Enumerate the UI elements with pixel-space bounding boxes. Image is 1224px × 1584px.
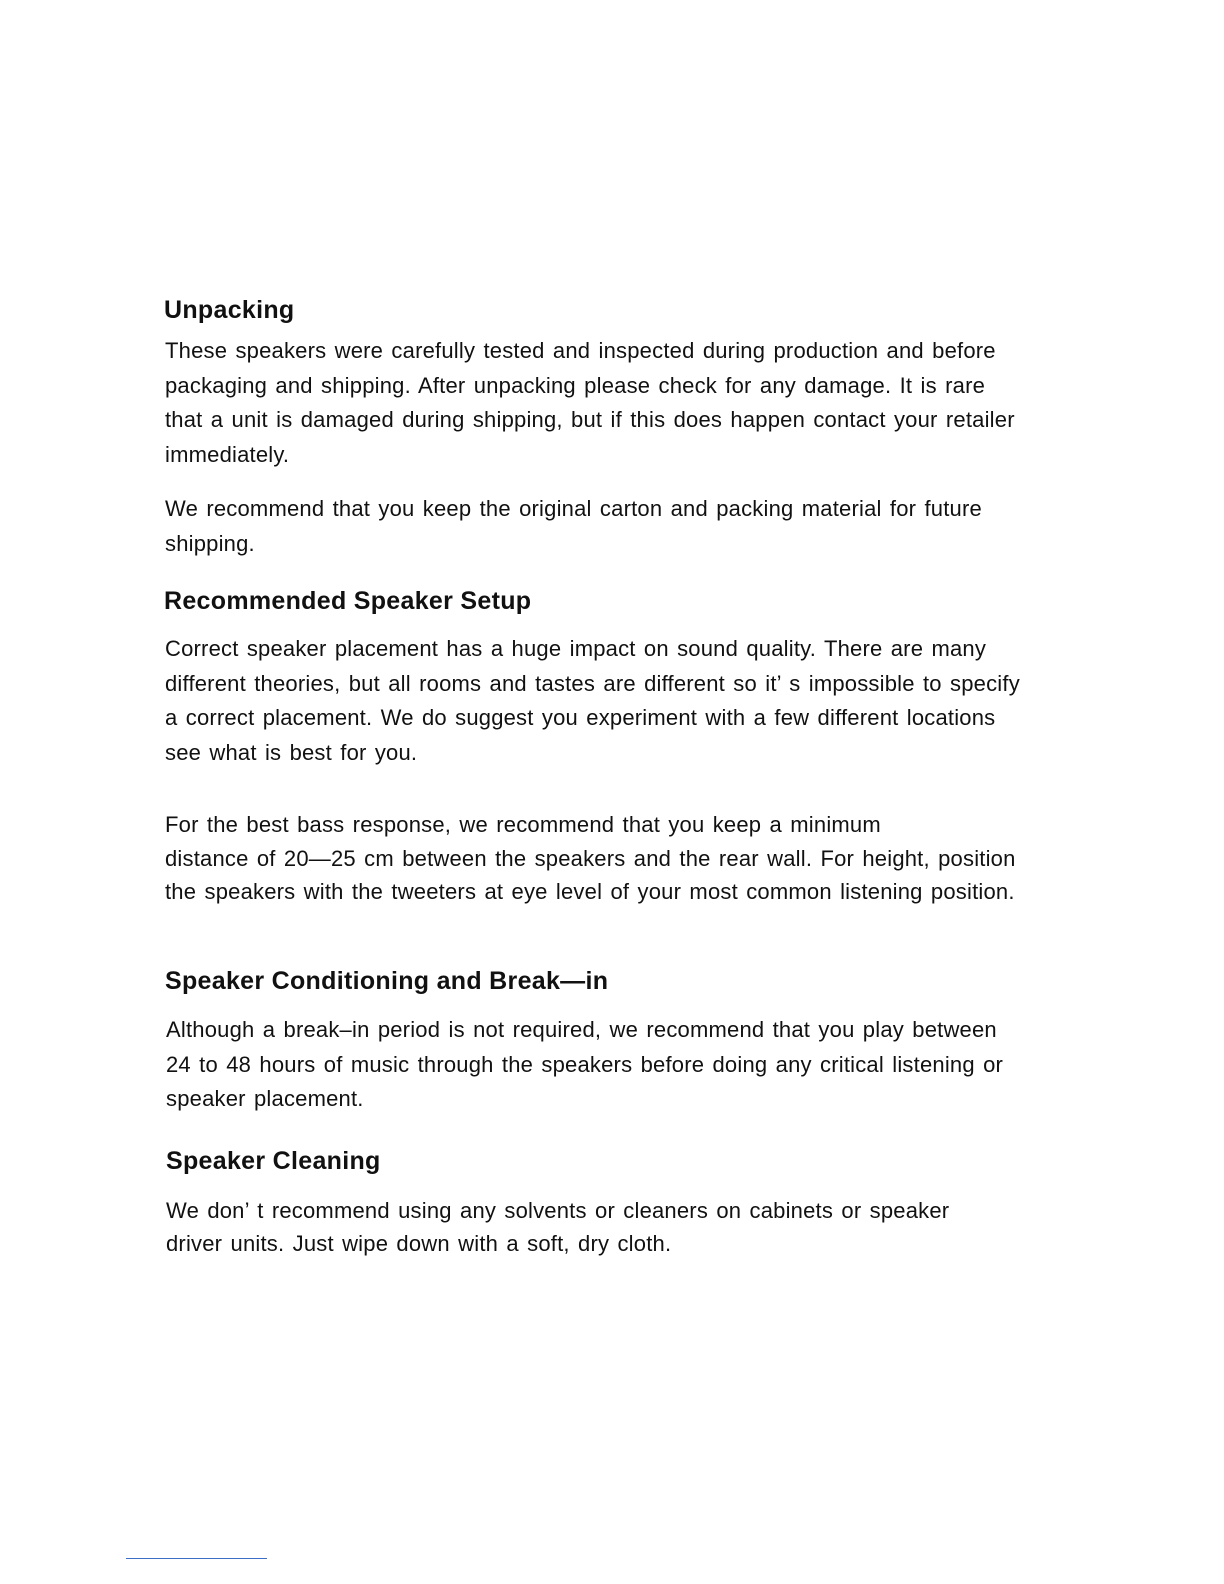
text-line: Correct speaker placement has a huge impact on sound quality. There are many — [165, 636, 987, 661]
paragraph-setup-2 — [165, 808, 1016, 909]
text-line: For the best bass response, we recommend that you keep a minimum — [165, 812, 881, 837]
text-line: the speakers with the tweeters at eye level of your most common listening position. — [165, 879, 1015, 904]
text-line: distance of 20—25 cm between the speakers and the rear wall. For height, position — [165, 845, 1016, 871]
paragraph-conditioning — [166, 1013, 1003, 1117]
text-line: different theories, but all rooms and tastes are different so it’ s impossible to specify — [165, 670, 1020, 696]
text-line: Although a break–in period is not required, we recommend that you play between — [166, 1017, 997, 1042]
text-line: shipping. — [165, 530, 255, 556]
paragraph-unpacking-2 — [165, 492, 982, 561]
section-heading-cleaning: Speaker Cleaning — [166, 1147, 381, 1175]
paragraph-cleaning — [166, 1194, 949, 1260]
text-line: a correct placement. We do suggest you experiment with a few different locations — [165, 705, 996, 730]
text-line: immediately. — [165, 441, 290, 467]
text-line: that a unit is damaged during shipping, but if this does happen contact your retailer — [165, 407, 1015, 432]
text-line: speaker placement. — [166, 1086, 364, 1111]
text-line: driver units. Just wipe down with a soft, dry cloth. — [166, 1231, 672, 1256]
section-heading-recommended-setup: Recommended Speaker Setup — [164, 587, 532, 615]
text-line: 24 to 48 hours of music through the speakers before doing any critical listening or — [166, 1051, 1004, 1077]
paragraph-setup-1 — [165, 632, 1020, 770]
text-line: We don’ t recommend using any solvents or cleaners on cabinets or speaker — [166, 1198, 950, 1223]
text-line: We recommend that you keep the original carton and packing material for future — [165, 496, 982, 521]
text-line: packaging and shipping. After unpacking please check for any damage. It is rare — [165, 372, 986, 398]
text-line: These speakers were carefully tested and inspected during production and before — [165, 338, 996, 363]
paragraph-unpacking-1 — [165, 334, 1015, 472]
section-heading-unpacking: Unpacking — [164, 296, 295, 324]
text-line: see what is best for you. — [165, 739, 418, 765]
footer-rule — [126, 1558, 267, 1559]
section-heading-conditioning: Speaker Conditioning and Break—in — [165, 967, 609, 995]
